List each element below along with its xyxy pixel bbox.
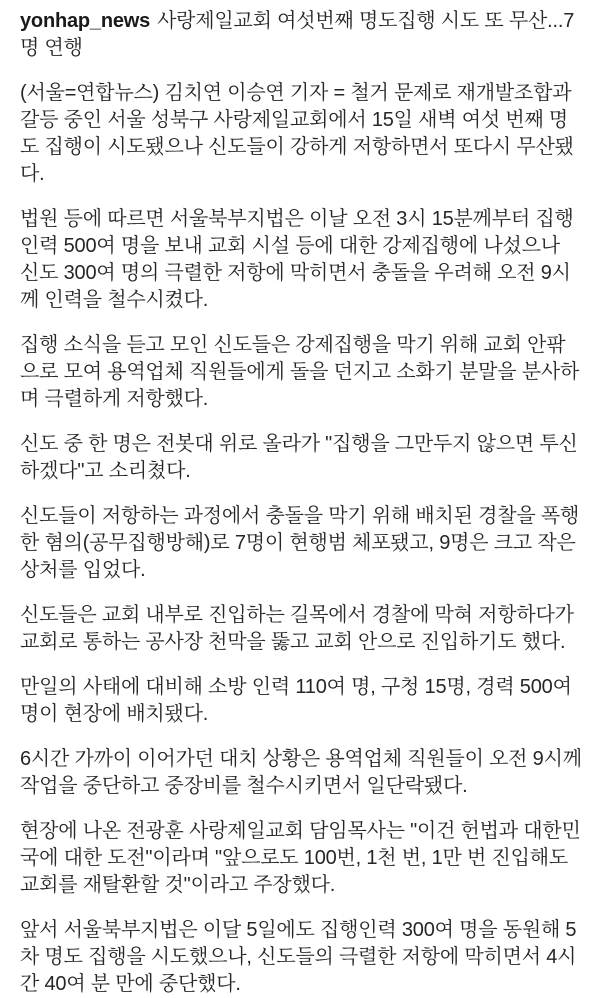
paragraph-7: 만일의 사태에 대비해 소방 인력 110여 명, 구청 15명, 경력 500여 명이 현장에 배치됐다. bbox=[20, 676, 572, 725]
paragraph-1: (서울=연합뉴스) 김치연 이승연 기자 = 철거 문제로 재개발조합과 갈등 중인 서울 성북구 사랑제일교회에서 15일 새벽 여섯 번째 명도 집행이 시도됐으나 신도들이 강하게 저항하면서 또다시 무산됐다. bbox=[20, 82, 574, 185]
paragraph-9: 현장에 나온 전광훈 사랑제일교회 담임목사는 "이건 헌법과 대한민국에 대한 도전"이라며 "앞으로도 100번, 1천 번, 1만 번 진입해도 교회를 재탈환할 것"이라고 주장했다. bbox=[20, 820, 581, 896]
paragraph-4: 신도 중 한 명은 전봇대 위로 올라가 "집행을 그만두지 않으면 투신하겠다"고 소리쳤다. bbox=[20, 433, 578, 482]
paragraph-3: 집행 소식을 듣고 모인 신도들은 강제집행을 막기 위해 교회 안팎으로 모여 용역업체 직원들에게 돌을 던지고 소화기 분말을 분사하며 극렬하게 저항했다. bbox=[20, 334, 580, 410]
caption-header bbox=[20, 8, 582, 62]
paragraph-8: 6시간 가까이 이어가던 대치 상황은 용역업체 직원들이 오전 9시께 작업을 중단하고 중장비를 철수시키면서 일단락됐다. bbox=[20, 748, 582, 797]
paragraph-10: 앞서 서울북부지법은 이달 5일에도 집행인력 300여 명을 동원해 5차 명도 집행을 시도했으나, 신도들의 극렬한 저항에 막히면서 4시간 40여 분 만에 중단했다. bbox=[20, 919, 577, 995]
paragraph-6: 신도들은 교회 내부로 진입하는 길목에서 경찰에 막혀 저항하다가 교회로 통하는 공사장 천막을 뚫고 교회 안으로 진입하기도 했다. bbox=[20, 604, 574, 653]
paragraph-2: 법원 등에 따르면 서울북부지법은 이날 오전 3시 15분께부터 집행인력 500여 명을 보내 교회 시설 등에 대한 강제집행에 나섰으나 신도 300여 명의 극렬한 저항에 막히면서 충돌을 우려해 오전 9시께 인력을 철수시켰다. bbox=[20, 208, 574, 311]
paragraph-5: 신도들이 저항하는 과정에서 충돌을 막기 위해 배치된 경찰을 폭행한 혐의(공무집행방해)로 7명이 현행범 체포됐고, 9명은 크고 작은 상처를 입었다. bbox=[20, 505, 580, 581]
username-link[interactable]: yonhap_news bbox=[20, 10, 151, 32]
post-title: 사랑제일교회 여섯번째 명도집행 시도 또 무산...7명 연행 bbox=[20, 10, 575, 59]
